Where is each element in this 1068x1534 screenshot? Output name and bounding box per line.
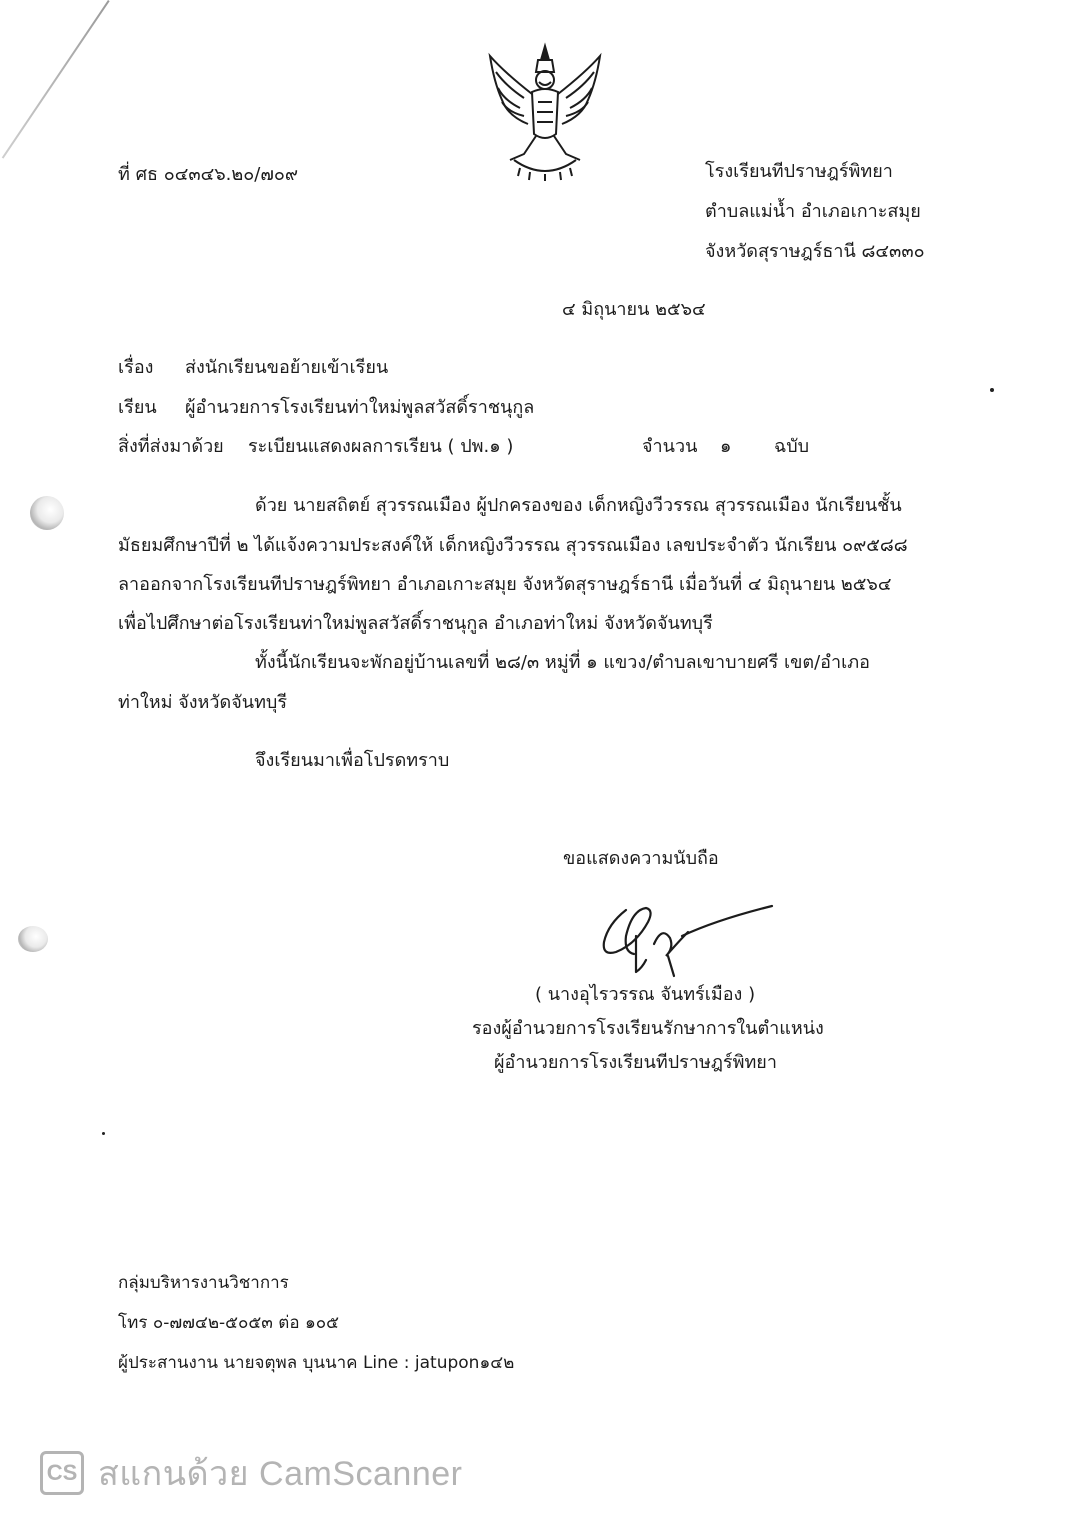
punch-hole-bottom xyxy=(18,926,48,952)
recipient-label: เรียน xyxy=(118,397,157,418)
camscanner-watermark xyxy=(40,1446,462,1500)
body-paragraph1-line3: ลาออกจากโรงเรียนทีปราษฎร์พิทยา อำเภอเกาะสมุย จังหวัดสุราษฎร์ธานี เมื่อวันที่ ๔ มิถุนายน ๒๕๖๔ xyxy=(118,574,892,595)
scan-edge-line xyxy=(2,0,110,159)
body-paragraph2-line2: ท่าใหม่ จังหวัดจันทบุรี xyxy=(118,692,288,713)
handwritten-signature xyxy=(596,896,776,980)
school-address-line1: ตำบลแม่น้ำ อำเภอเกาะสมุย xyxy=(705,201,921,222)
body-paragraph1-line1: ด้วย นายสถิตย์ สุวรรณเมือง ผู้ปกครองของ เด็กหญิงวีวรรณ สุวรรณเมือง นักเรียนชั้น xyxy=(255,495,902,516)
signer-position-line2: ผู้อำนวยการโรงเรียนทีปราษฎร์พิทยา xyxy=(494,1052,777,1073)
body-paragraph1-line2: มัธยมศึกษาปีที่ ๒ ได้แจ้งความประสงค์ให้ เด็กหญิงวีวรรณ สุวรรณเมือง เลขประจำตัว นักเรียน ๐๙๕๘๘ xyxy=(118,535,908,556)
signer-name: ( นางอุไรวรรณ จันทร์เมือง ) xyxy=(535,984,756,1005)
watermark-text: สแกนด้วย CamScanner xyxy=(98,1455,463,1493)
garuda-emblem-icon xyxy=(484,42,606,182)
scan-speck xyxy=(990,388,994,392)
enclosure-text: ระเบียนแสดงผลการเรียน ( ปพ.๑ ) xyxy=(248,436,514,457)
punch-hole-top xyxy=(30,496,64,530)
recipient-text: ผู้อำนวยการโรงเรียนท่าใหม่พูลสวัสดิ์ราชนุกูล xyxy=(185,397,535,418)
signer-position-line1: รองผู้อำนวยการโรงเรียนรักษาการในตำแหน่ง xyxy=(472,1018,824,1039)
department-name: กลุ่มบริหารงานวิชาการ xyxy=(118,1273,289,1293)
letter-date: ๔ มิถุนายน ๒๕๖๔ xyxy=(562,299,706,320)
school-address-line2: จังหวัดสุราษฎร์ธานี ๘๔๓๓๐ xyxy=(705,241,925,262)
closing-sentence: จึงเรียนมาเพื่อโปรดทราบ xyxy=(255,750,450,771)
enclosure-label: สิ่งที่ส่งมาด้วย xyxy=(118,436,224,457)
enclosure-count: ๑ xyxy=(720,436,732,457)
salutation: ขอแสดงความนับถือ xyxy=(563,848,719,869)
scan-speck xyxy=(102,1132,105,1135)
body-paragraph1-line4: เพื่อไปศึกษาต่อโรงเรียนท่าใหม่พูลสวัสดิ์ราชนุกูล อำเภอท่าใหม่ จังหวัดจันทบุรี xyxy=(118,613,713,634)
body-paragraph2-line1: ทั้งนี้นักเรียนจะพักอยู่บ้านเลขที่ ๒๘/๓ หมู่ที่ ๑ แขวง/ตำบลเขาบายศรี เขต/อำเภอ xyxy=(255,652,870,673)
subject-text: ส่งนักเรียนขอย้ายเข้าเรียน xyxy=(185,357,389,378)
contact-phone: โทร ๐-๗๗๔๒-๕๐๕๓ ต่อ ๑๐๕ xyxy=(118,1313,339,1333)
subject-label: เรื่อง xyxy=(118,357,154,378)
enclosure-unit: ฉบับ xyxy=(774,436,810,457)
reference-number: ที่ ศธ ๐๔๓๔๖.๒๐/๗๐๙ xyxy=(118,164,299,185)
camscanner-logo-icon: CS xyxy=(40,1451,84,1495)
school-name: โรงเรียนทีปราษฎร์พิทยา xyxy=(705,161,893,182)
enclosure-count-label: จำนวน xyxy=(642,436,698,457)
coordinator-info: ผู้ประสานงาน นายจตุพล บุนนาค Line : jatupon๑๔๒ xyxy=(118,1353,515,1373)
